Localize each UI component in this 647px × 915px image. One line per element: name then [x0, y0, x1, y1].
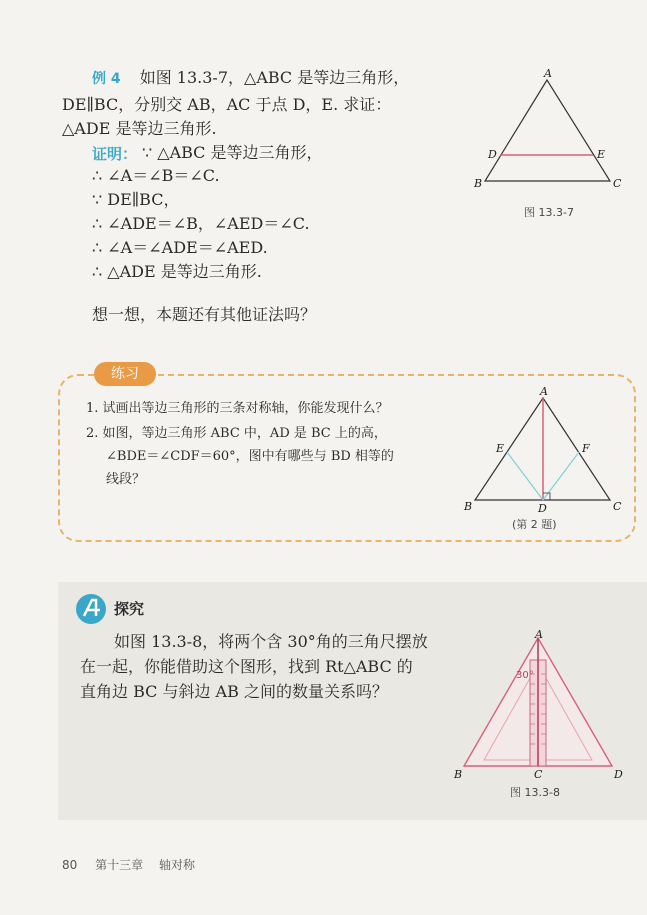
proof-line: ∴ △ADE 是等边三角形.	[92, 262, 262, 281]
point-label-a: A	[544, 67, 552, 80]
example-heading	[92, 66, 409, 91]
practice-question-2-line2: ∠BDE＝∠CDF＝60°，图中有哪些与 BD 相等的	[106, 449, 394, 464]
practice-question-2-line1: 2. 如图，等边三角形 ABC 中，AD 是 BC 上的高，	[86, 426, 387, 441]
chapter-title: 轴对称	[158, 858, 195, 872]
proof-label: 证明：	[92, 145, 138, 163]
proof-line: ∴ ∠ADE＝∠B，∠AED＝∠C.	[92, 214, 310, 233]
figure1-caption: 图 13.3-7	[524, 206, 574, 219]
point-label-d: D	[538, 502, 547, 515]
segment-de	[507, 452, 543, 500]
point-label-c: C	[613, 500, 622, 513]
point-label-c: C	[534, 768, 543, 780]
example-text-line3: △ADE 是等边三角形.	[62, 119, 217, 138]
explore-text-line1: 如图 13.3-8，将两个含 30°角的三角尺摆放	[114, 632, 428, 651]
point-label-c: C	[613, 177, 622, 190]
practice-question-2-line3: 线段？	[106, 472, 146, 487]
proof-line: ∴ ∠A＝∠B＝∠C.	[92, 166, 220, 185]
point-label-f: F	[582, 442, 590, 455]
point-label-d: D	[488, 148, 497, 161]
explore-title: 探究	[114, 600, 145, 618]
point-label-e: E	[496, 442, 505, 455]
example-text-line1: 如图 13.3-7，△ABC 是等边三角形，	[139, 68, 410, 87]
point-label-a: A	[535, 630, 543, 641]
figure2-caption: 图 13.3-8	[510, 786, 560, 799]
page-footer	[62, 856, 195, 873]
page-number: 80	[62, 858, 78, 872]
practice-figure-caption: (第 2 题)	[512, 518, 557, 531]
point-label-a: A	[540, 386, 548, 398]
example-label: 例 4	[92, 71, 121, 87]
explore-text-line2: 在一起，你能借助这个图形，找到 Rt△ABC 的	[80, 657, 413, 676]
point-label-b: B	[454, 768, 463, 780]
think-question: 想一想，本题还有其他证法吗？	[92, 305, 317, 324]
chapter-number: 第十三章	[95, 858, 144, 872]
figure-13-3-8	[450, 630, 630, 780]
triangle-abc	[485, 80, 610, 181]
practice-question-1: 1. 试画出等边三角形的三条对称轴，你能发现什么？	[86, 401, 389, 416]
example-text-line2: DE∥BC，分别交 AB，AC 于点 D，E. 求证：	[62, 95, 392, 114]
proof-line: ∴ ∠A＝∠ADE＝∠AED.	[92, 238, 268, 257]
practice-tab: 练习	[94, 362, 156, 386]
explore-text-line3: 直角边 BC 与斜边 AB 之间的数量关系吗？	[80, 682, 388, 701]
explore-icon	[74, 592, 108, 626]
proof-line: ∵ △ABC 是等边三角形，	[142, 143, 323, 162]
angle-label-30: 30°	[516, 670, 534, 681]
proof-line: ∵ DE∥BC，	[92, 190, 180, 209]
practice-figure	[460, 386, 630, 526]
point-label-b: B	[464, 500, 473, 513]
point-label-d: D	[614, 768, 623, 780]
point-label-e: E	[597, 148, 606, 161]
point-label-b: B	[474, 177, 483, 190]
figure-13-3-7	[470, 66, 630, 216]
